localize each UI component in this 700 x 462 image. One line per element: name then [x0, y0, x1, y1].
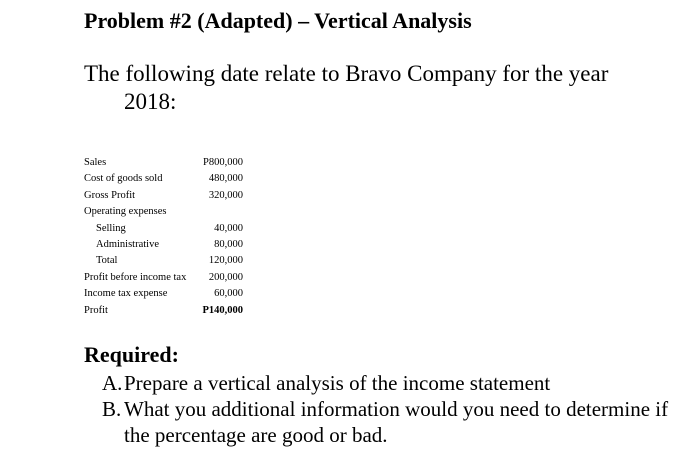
page-title: Problem #2 (Adapted) – Vertical Analysis: [84, 8, 472, 33]
row-label: Operating expenses: [84, 206, 167, 218]
item-text: Prepare a vertical analysis of the income statement: [124, 371, 551, 395]
row-label: Profit: [84, 304, 108, 316]
required-item: [102, 370, 672, 396]
row-label: Administrative: [96, 238, 159, 250]
row-amount: 480,000: [208, 173, 243, 185]
row-label: Selling: [96, 222, 126, 234]
row-label: Sales: [84, 157, 107, 168]
row-label: Gross Profit: [84, 189, 136, 201]
intro-line-2: 2018:: [124, 89, 177, 114]
row-label: Income tax expense: [84, 288, 168, 300]
item-text: What you additional information would you need to determine if the percentage are good or bad.: [124, 397, 669, 447]
intro-paragraph: [84, 60, 644, 116]
required-item: [102, 396, 672, 448]
row-amount: 60,000: [214, 288, 243, 300]
required-list: [102, 370, 672, 448]
item-letter: A.: [102, 371, 123, 395]
item-letter: B.: [102, 397, 122, 421]
row-amount: 200,000: [208, 271, 243, 283]
row-label: Cost of goods sold: [84, 173, 163, 185]
row-label: Total: [96, 255, 118, 267]
row-amount: 40,000: [214, 222, 243, 234]
row-amount: P140,000: [202, 304, 243, 316]
intro-line-1: The following date relate to Bravo Company for the year: [84, 61, 609, 86]
row-amount: P800,000: [203, 157, 243, 168]
row-amount: 120,000: [208, 255, 243, 267]
row-amount: 80,000: [214, 238, 243, 250]
row-amount: 320,000: [208, 189, 243, 201]
required-heading: Required:: [84, 342, 179, 367]
row-label: Profit before income tax: [84, 271, 187, 283]
